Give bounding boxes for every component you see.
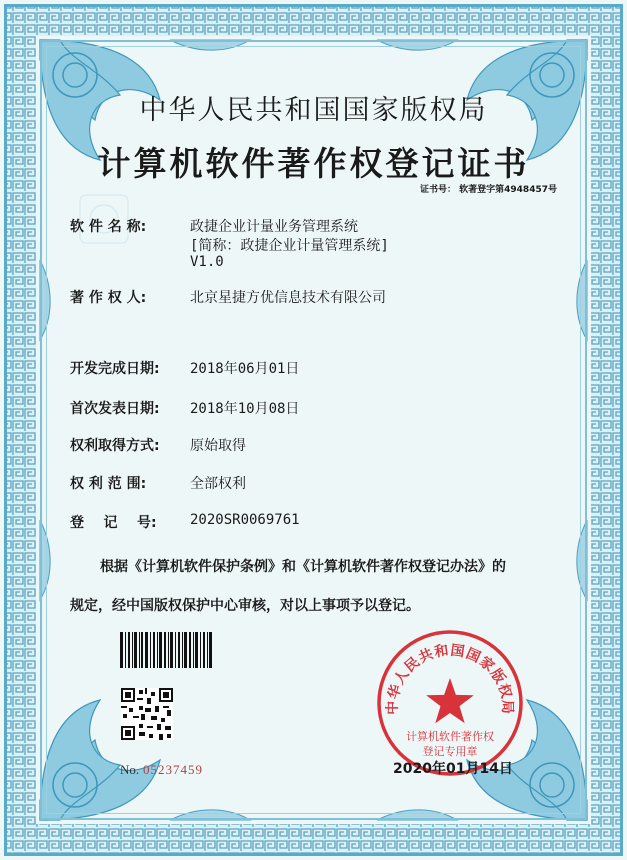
issue-date: 2020年01月14日 <box>393 761 513 777</box>
certificate-number: 证书号： 软著登字第4948457号 <box>420 185 557 195</box>
certificate-title: 计算机软件著作权登记证书 <box>97 144 530 183</box>
field-label-software-name: 软 件 名 称: <box>70 219 147 235</box>
field-value-software-short-name: [简称：政捷企业计量管理系统] <box>190 238 389 254</box>
field-label-registration-no: 登 记 号: <box>70 515 157 531</box>
field-label-publish-date: 首次发表日期: <box>70 401 160 417</box>
issuing-authority: 中华人民共和国国家版权局 <box>139 95 488 126</box>
field-value-dev-date: 2018年06月01日 <box>190 361 300 377</box>
serial-number: 05237459 <box>143 762 203 777</box>
statement-line-2: 规定，经中国版权保护中心审核，对以上事项予以登记。 <box>70 598 420 614</box>
barcode-icon <box>120 632 212 668</box>
qr-code-icon <box>121 688 173 740</box>
official-seal-icon <box>375 628 525 778</box>
field-value-scope: 全部权利 <box>190 476 246 492</box>
serial-label: No. <box>120 762 140 777</box>
field-value-software-name: 政捷企业计量业务管理系统 <box>190 219 358 235</box>
seal-ring-text: 中华人民共和国国家版权局 <box>384 642 516 715</box>
seal-line-2: 登记专用章 <box>422 745 478 758</box>
seal-star-icon <box>426 678 474 723</box>
field-label-copyright-owner: 著 作 权 人: <box>70 290 147 306</box>
field-label-acquisition: 权利取得方式: <box>70 438 160 454</box>
field-value-registration-no: 2020SR0069761 <box>190 512 300 528</box>
seal-line-1: 计算机软件著作权 <box>406 730 494 743</box>
field-value-acquisition: 原始取得 <box>190 438 246 454</box>
field-value-publish-date: 2018年10月08日 <box>190 401 300 417</box>
field-value-copyright-owner: 北京星捷方优信息技术有限公司 <box>190 290 386 306</box>
statement-line-1: 根据《计算机软件保护条例》和《计算机软件著作权登记办法》的 <box>100 559 506 575</box>
field-label-scope: 权 利 范 围: <box>70 476 147 492</box>
field-value-software-version: V1.0 <box>190 254 224 270</box>
field-label-dev-date: 开发完成日期: <box>70 361 160 377</box>
